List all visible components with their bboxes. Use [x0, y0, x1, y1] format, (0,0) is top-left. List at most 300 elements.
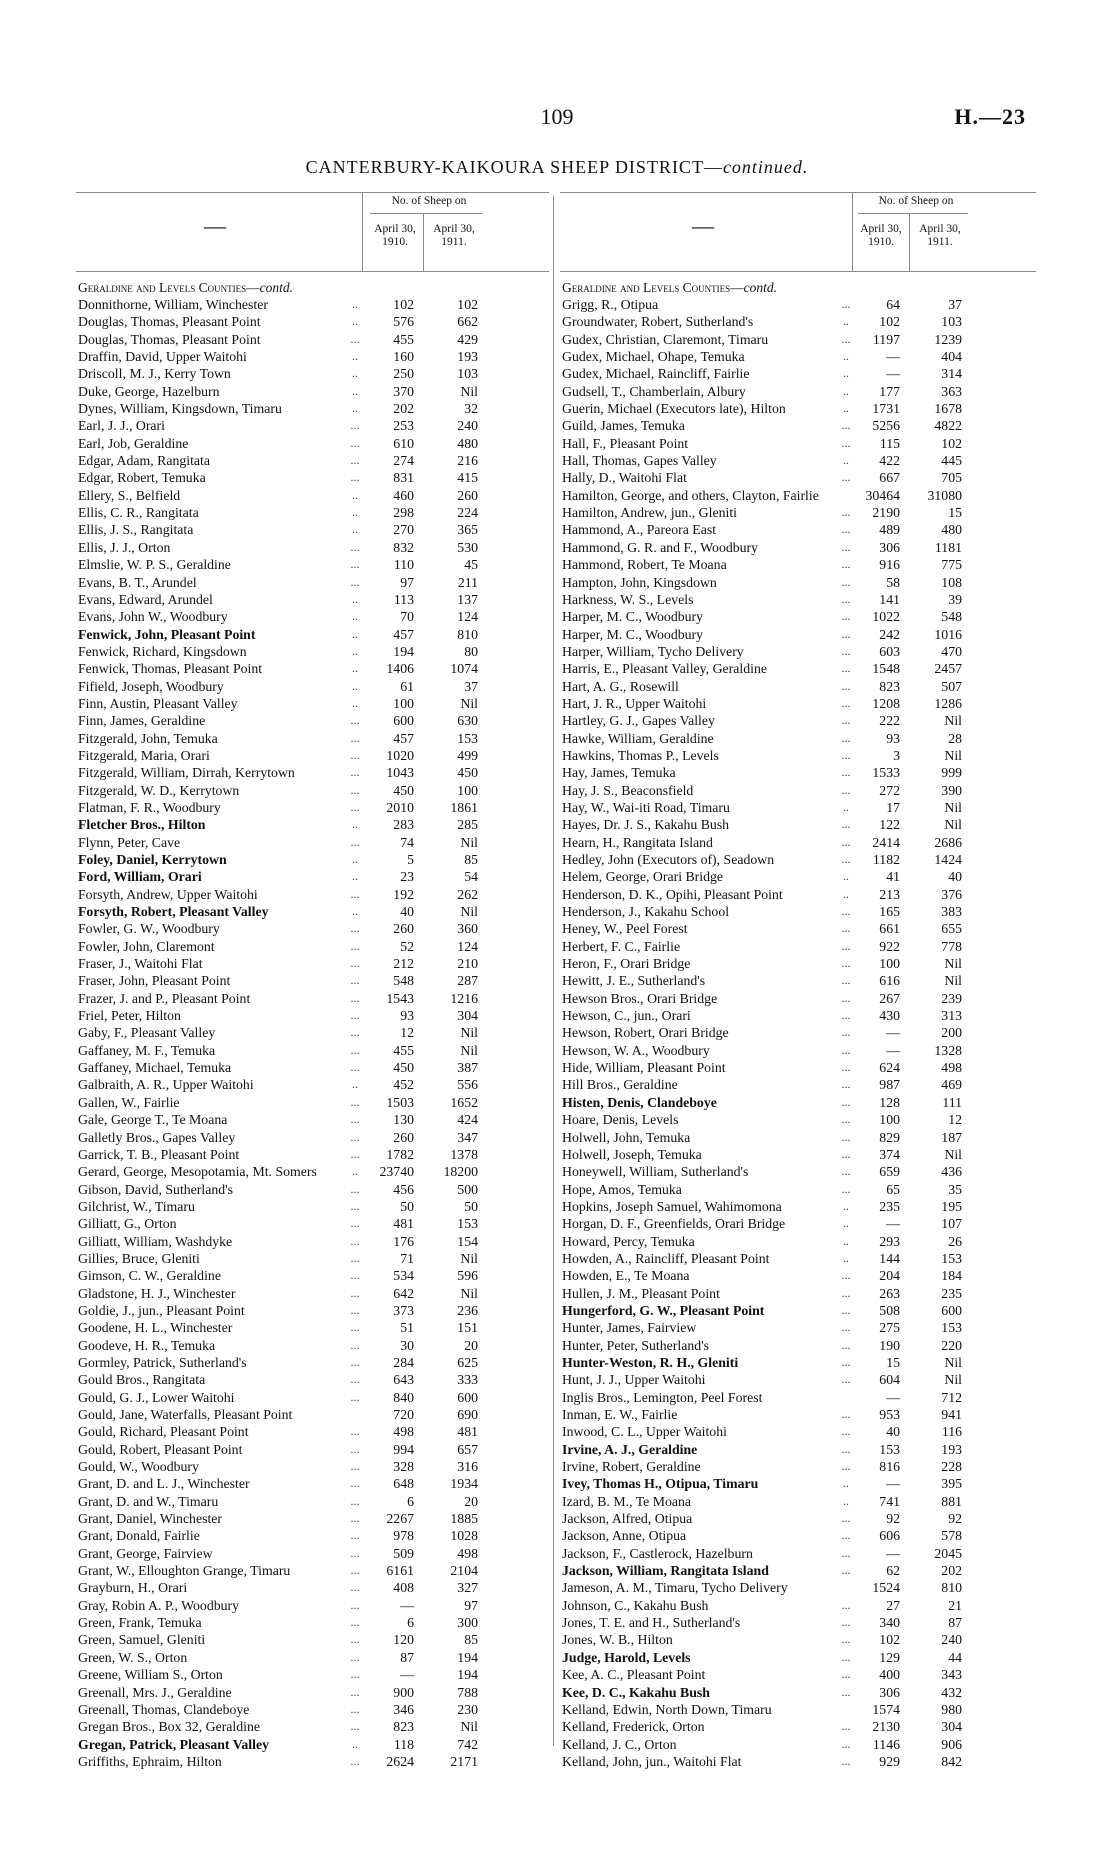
table-row — [76, 1562, 549, 1579]
sheep-count-1910: 1782 — [386, 1146, 414, 1162]
left-header-group-label: No. of Sheep on — [391, 195, 467, 207]
sheep-count-1910: 212 — [393, 956, 414, 972]
leader-dots: ... — [350, 973, 360, 988]
sheep-owner-name: Douglas, Thomas, Pleasant Point — [78, 314, 261, 330]
sheep-owner-name: Groundwater, Robert, Sutherland's — [562, 314, 754, 330]
sheep-owner-name: Gould, G. J., Lower Waitohi — [78, 1389, 235, 1405]
sheep-count-1910: 455 — [393, 331, 414, 347]
sheep-count-1911: 202 — [941, 1563, 962, 1579]
sheep-owner-name: Inglis Bros., Lemington, Peel Forest — [562, 1389, 763, 1405]
leader-dots: ... — [350, 453, 360, 468]
table-row — [76, 1493, 549, 1510]
sheep-count-1911: 1378 — [450, 1146, 478, 1162]
sheep-count-1910: 51 — [400, 1320, 414, 1336]
sheep-count-1910: 176 — [393, 1233, 414, 1249]
sheep-count-1910: 50 — [400, 1198, 414, 1214]
sheep-count-1911: 436 — [941, 1164, 962, 1180]
leader-dots: ... — [841, 1667, 851, 1682]
sheep-owner-name: Kelland, Frederick, Orton — [562, 1719, 705, 1735]
table-row — [76, 521, 549, 538]
sheep-count-1911: 20 — [464, 1337, 478, 1353]
table-row — [76, 487, 549, 504]
sheep-count-1910: 93 — [400, 1008, 414, 1024]
sheep-count-1911: 116 — [941, 1424, 962, 1440]
table-row — [560, 1475, 1036, 1492]
sheep-count-1911: 530 — [457, 539, 478, 555]
sheep-count-1910: 2414 — [872, 834, 900, 850]
table-row — [560, 469, 1036, 486]
sheep-count-1910: 61 — [400, 678, 414, 694]
table-row — [76, 469, 549, 486]
table-row — [76, 1389, 549, 1406]
table-row — [560, 365, 1036, 382]
sheep-count-1910: 71 — [400, 1250, 414, 1266]
leader-dots: ... — [841, 817, 851, 832]
sheep-count-1910: 260 — [393, 921, 414, 937]
sheep-count-1910: — — [886, 1042, 900, 1058]
sheep-owner-name: Herbert, F. C., Fairlie — [562, 938, 681, 954]
leader-dots: .. — [352, 383, 358, 398]
table-row — [76, 556, 549, 573]
table-row — [76, 1059, 549, 1076]
sheep-owner-name: Hall, F., Pleasant Point — [562, 435, 689, 451]
sheep-count-1910: 648 — [393, 1476, 414, 1492]
table-row — [76, 1111, 549, 1128]
leader-dots: .. — [352, 643, 358, 658]
sheep-count-1911: 236 — [457, 1302, 478, 1318]
table-row — [76, 816, 549, 833]
left-header-col1 — [368, 223, 422, 249]
table-row — [560, 1631, 1036, 1648]
table-row — [76, 799, 549, 816]
leader-dots: .. — [352, 401, 358, 416]
sheep-owner-name: Harris, E., Pleasant Valley, Geraldine — [562, 661, 767, 677]
sheep-count-1911: 387 — [457, 1060, 478, 1076]
sheep-count-1910: 129 — [879, 1649, 900, 1665]
sheep-count-1910: 498 — [393, 1424, 414, 1440]
leader-dots: ... — [841, 695, 851, 710]
sheep-count-1911: 153 — [457, 730, 478, 746]
table-row — [76, 313, 549, 330]
table-row — [560, 886, 1036, 903]
sheep-count-1910: 2190 — [872, 505, 900, 521]
sheep-owner-name: Hedley, John (Executors of), Seadown — [562, 852, 775, 867]
sheep-count-1910: 165 — [879, 904, 900, 920]
sheep-owner-name: Grayburn, H., Orari — [78, 1580, 188, 1596]
leader-dots: ... — [350, 1719, 360, 1734]
sheep-owner-name: Duke, George, Hazelburn — [78, 383, 220, 399]
sheep-count-1910: 115 — [879, 435, 900, 451]
sheep-owner-name: Gormley, Patrick, Sutherland's — [78, 1354, 247, 1370]
sheep-count-1910: 534 — [393, 1268, 414, 1284]
sheep-count-1910: 508 — [879, 1302, 900, 1318]
sheep-count-1910: 190 — [879, 1337, 900, 1353]
table-row — [560, 1545, 1036, 1562]
sheep-count-1911: 37 — [948, 297, 962, 312]
table-row — [76, 331, 549, 348]
sheep-count-1911: 432 — [941, 1684, 962, 1700]
sheep-count-1911: 314 — [941, 366, 962, 382]
table-row — [76, 747, 549, 764]
sheep-count-1910: 2624 — [386, 1753, 414, 1769]
table-row — [76, 296, 549, 313]
sheep-count-1910: 27 — [886, 1597, 900, 1613]
sheep-count-1911: 1328 — [934, 1042, 962, 1058]
leader-dots: ... — [350, 1701, 360, 1716]
table-row — [76, 1198, 549, 1215]
sheep-count-1910: 929 — [879, 1753, 900, 1769]
leader-dots: ... — [841, 1060, 851, 1075]
right-header-mid-rule — [909, 213, 910, 271]
table-row — [76, 1510, 549, 1527]
leader-dots: ... — [841, 470, 851, 485]
table-row — [76, 1753, 549, 1770]
leader-dots: ... — [350, 1615, 360, 1630]
sheep-count-1910: 624 — [879, 1060, 900, 1076]
sheep-count-1911: 151 — [457, 1320, 478, 1336]
sheep-owner-name: Flynn, Peter, Cave — [78, 834, 181, 850]
sheep-count-1910: 450 — [393, 1060, 414, 1076]
sheep-count-1911: 2171 — [450, 1753, 478, 1769]
sheep-count-1911: 239 — [941, 990, 962, 1006]
leader-dots: ... — [350, 834, 360, 849]
table-row — [76, 1163, 549, 1180]
sheep-count-1911: 445 — [941, 453, 962, 469]
page-title — [0, 157, 1114, 178]
sheep-owner-name: Ellery, S., Belfield — [78, 487, 181, 503]
sheep-count-1910: 832 — [393, 539, 414, 555]
leader-dots: ... — [841, 1511, 851, 1526]
sheep-owner-name: Gregan, Patrick, Pleasant Valley — [78, 1736, 269, 1752]
sheep-count-1910: 74 — [400, 834, 414, 850]
sheep-count-1910: 6 — [407, 1615, 414, 1631]
sheep-owner-name: Hullen, J. M., Pleasant Point — [562, 1285, 720, 1301]
left-header-dash: — — [204, 213, 226, 238]
sheep-count-1911: 881 — [941, 1493, 962, 1509]
left-section-title: Geraldine and Levels Counties— — [78, 280, 260, 295]
leader-dots: ... — [841, 973, 851, 988]
leader-dots: ... — [841, 1719, 851, 1734]
sheep-count-1911: 600 — [457, 1389, 478, 1405]
sheep-owner-name: Draffin, David, Upper Waitohi — [78, 349, 247, 365]
leader-dots: ... — [350, 1250, 360, 1265]
sheep-count-1911: 481 — [457, 1424, 478, 1440]
sheep-count-1911: 1181 — [934, 539, 962, 555]
sheep-owner-name: Fitzgerald, W. D., Kerrytown — [78, 782, 240, 798]
sheep-count-1911: 980 — [941, 1701, 962, 1717]
sheep-count-1911: 45 — [464, 557, 478, 573]
sheep-count-1910: 457 — [393, 730, 414, 746]
leader-dots: ... — [841, 1753, 851, 1768]
left-header-col1-line1: April 30, — [374, 223, 416, 235]
sheep-count-1911: 39 — [948, 591, 962, 607]
sheep-count-1911: 304 — [457, 1008, 478, 1024]
table-row — [560, 1371, 1036, 1388]
sheep-count-1911: 228 — [941, 1459, 962, 1475]
sheep-count-1911: 810 — [941, 1580, 962, 1596]
sheep-count-1910: 422 — [879, 453, 900, 469]
sheep-count-1910: 30464 — [865, 487, 900, 503]
sheep-count-1910: 374 — [879, 1146, 900, 1162]
sheep-count-1910: 120 — [393, 1632, 414, 1648]
table-row — [76, 955, 549, 972]
sheep-count-1910: 460 — [393, 487, 414, 503]
sheep-count-1910: 2267 — [386, 1511, 414, 1527]
leader-dots: ... — [841, 1320, 851, 1335]
sheep-count-1911: Nil — [944, 817, 962, 833]
sheep-owner-name: Inman, E. W., Fairlie — [562, 1407, 678, 1422]
leader-dots: .. — [352, 678, 358, 693]
table-row — [560, 1094, 1036, 1111]
leader-dots: .. — [352, 1077, 358, 1092]
sheep-owner-name: Elmslie, W. P. S., Geraldine — [78, 557, 231, 573]
sheep-count-1910: 97 — [400, 574, 414, 590]
sheep-owner-name: Holwell, Joseph, Temuka — [562, 1146, 702, 1162]
table-row — [76, 1146, 549, 1163]
table-row — [76, 1250, 549, 1267]
leader-dots: ... — [841, 1736, 851, 1751]
sheep-count-1911: 556 — [457, 1077, 478, 1093]
table-row — [76, 1631, 549, 1648]
sheep-owner-name: Grant, D. and W., Timaru — [78, 1493, 219, 1509]
sheep-count-1911: 1286 — [934, 695, 962, 711]
sheep-owner-name: Hawkins, Thomas P., Levels — [562, 747, 719, 763]
sheep-count-1910: 1524 — [872, 1580, 900, 1596]
sheep-count-1910: 661 — [879, 921, 900, 937]
sheep-count-1910: 610 — [393, 435, 414, 451]
sheep-count-1911: Nil — [460, 904, 478, 920]
leader-dots: ... — [350, 886, 360, 901]
sheep-count-1911: 2104 — [450, 1563, 478, 1579]
left-header-rule — [362, 193, 363, 271]
leader-dots: ... — [350, 1216, 360, 1231]
table-row — [76, 1181, 549, 1198]
sheep-count-1910: 102 — [393, 297, 414, 312]
leader-dots: ... — [350, 1233, 360, 1248]
sheep-count-1911: 383 — [941, 904, 962, 920]
table-row — [76, 990, 549, 1007]
table-row — [76, 920, 549, 937]
sheep-owner-name: Goodeve, H. R., Temuka — [78, 1337, 216, 1353]
right-header-col2 — [912, 223, 968, 249]
sheep-count-1911: 102 — [457, 297, 478, 312]
sheep-owner-name: Izard, B. M., Te Moana — [562, 1493, 692, 1509]
sheep-count-1911: 376 — [941, 886, 962, 902]
table-row — [560, 990, 1036, 1007]
sheep-owner-name: Kelland, Edwin, North Down, Timaru — [562, 1701, 772, 1717]
sheep-owner-name: Fowler, John, Claremont — [78, 938, 215, 954]
sheep-count-1911: 20 — [464, 1493, 478, 1509]
sheep-owner-name: Gould, Robert, Pleasant Point — [78, 1441, 243, 1457]
sheep-count-1911: 300 — [457, 1615, 478, 1631]
table-row — [76, 678, 549, 695]
leader-dots: ... — [350, 1459, 360, 1474]
leader-dots: ... — [841, 1684, 851, 1699]
sheep-owner-name: Jackson, F., Castlerock, Hazelburn — [562, 1545, 753, 1561]
table-row — [76, 730, 549, 747]
sheep-count-1911: 1028 — [450, 1528, 478, 1544]
right-header-rule — [852, 193, 853, 271]
leader-dots: ... — [841, 1459, 851, 1474]
sheep-count-1911: 97 — [464, 1597, 478, 1613]
table-row — [560, 435, 1036, 452]
sheep-count-1911: Nil — [460, 1042, 478, 1058]
sheep-owner-name: Ellis, J. J., Orton — [78, 539, 171, 555]
sheep-count-1911: 1074 — [450, 661, 478, 677]
sheep-owner-name: Helem, George, Orari Bridge — [562, 869, 724, 885]
leader-dots: .. — [843, 1198, 849, 1213]
left-header-col2-line1: April 30, — [433, 223, 475, 235]
sheep-count-1911: 424 — [457, 1112, 478, 1128]
sheep-count-1911: 507 — [941, 678, 962, 694]
leader-dots: ... — [350, 1094, 360, 1109]
table-row — [560, 1406, 1036, 1423]
leader-dots: ... — [841, 1649, 851, 1664]
sheep-owner-name: Harper, M. C., Woodbury — [562, 609, 704, 625]
table-row — [560, 1718, 1036, 1735]
sheep-count-1911: 625 — [457, 1354, 478, 1370]
sheep-count-1910: 457 — [393, 626, 414, 642]
sheep-count-1910: 113 — [393, 591, 414, 607]
table-row — [560, 1458, 1036, 1475]
sheep-count-1911: 87 — [948, 1615, 962, 1631]
sheep-count-1910: 87 — [400, 1649, 414, 1665]
sheep-count-1911: 108 — [941, 574, 962, 590]
sheep-count-1910: 2010 — [386, 799, 414, 815]
sheep-owner-name: Friel, Peter, Hilton — [78, 1008, 181, 1024]
right-column — [560, 192, 1036, 1769]
leader-dots: ... — [350, 782, 360, 797]
sheep-owner-name: Guerin, Michael (Executors late), Hilton — [562, 401, 786, 417]
sheep-owner-name: Holwell, John, Temuka — [562, 1129, 691, 1145]
sheep-count-1910: 23740 — [379, 1164, 414, 1180]
table-row — [76, 1579, 549, 1596]
leader-dots: ... — [841, 1372, 851, 1387]
sheep-count-1911: 655 — [941, 921, 962, 937]
sheep-count-1910: 110 — [393, 557, 414, 573]
table-row — [76, 504, 549, 521]
leader-dots: ... — [841, 1528, 851, 1543]
sheep-owner-name: Gilliatt, G., Orton — [78, 1216, 177, 1232]
sheep-owner-name: Driscoll, M. J., Kerry Town — [78, 366, 231, 382]
leader-dots: .. — [843, 401, 849, 416]
right-header-dash: — — [692, 213, 714, 238]
sheep-count-1910: 275 — [879, 1320, 900, 1336]
leader-dots: ... — [841, 1164, 851, 1179]
sheep-owner-name: Green, W. S., Orton — [78, 1649, 188, 1665]
sheep-count-1911: 480 — [457, 435, 478, 451]
sheep-count-1910: 177 — [879, 383, 900, 399]
sheep-count-1910: 953 — [879, 1407, 900, 1422]
sheep-count-1910: 12 — [400, 1025, 414, 1041]
table-row — [560, 1319, 1036, 1336]
sheep-owner-name: Grant, D. and L. J., Winchester — [78, 1476, 250, 1492]
leader-dots: ... — [841, 730, 851, 745]
sheep-owner-name: Hammond, A., Pareora East — [562, 522, 717, 538]
sheep-count-1911: 429 — [457, 331, 478, 347]
sheep-owner-name: Kelland, John, jun., Waitohi Flat — [562, 1753, 742, 1769]
sheep-owner-name: Evans, Edward, Arundel — [78, 591, 213, 607]
sheep-count-1911: 343 — [941, 1667, 962, 1683]
sheep-owner-name: Jones, W. B., Hilton — [562, 1632, 673, 1648]
leader-dots: ... — [350, 470, 360, 485]
leader-dots: ... — [841, 435, 851, 450]
sheep-count-1911: Nil — [944, 973, 962, 989]
left-section-heading — [78, 280, 293, 296]
sheep-count-1910: 70 — [400, 609, 414, 625]
table-row — [76, 1718, 549, 1735]
sheep-owner-name: Evans, John W., Woodbury — [78, 609, 228, 625]
sheep-count-1911: 153 — [457, 1216, 478, 1232]
sheep-count-1910: 1022 — [872, 609, 900, 625]
sheep-count-1910: 667 — [879, 470, 900, 486]
leader-dots: ... — [350, 1667, 360, 1682]
table-row — [560, 1024, 1036, 1041]
leader-dots: ... — [350, 1025, 360, 1040]
sheep-count-1911: Nil — [944, 1372, 962, 1388]
sheep-count-1911: 327 — [457, 1580, 478, 1596]
table-row — [560, 1267, 1036, 1284]
leader-dots: ... — [841, 574, 851, 589]
leader-dots: ... — [350, 1511, 360, 1526]
table-row — [76, 626, 549, 643]
leader-dots: ... — [841, 626, 851, 641]
table-row — [560, 348, 1036, 365]
sheep-owner-name: Honeywell, William, Sutherland's — [562, 1164, 749, 1180]
table-row — [76, 868, 549, 885]
sheep-owner-name: Fletcher Bros., Hilton — [78, 817, 206, 833]
table-row — [560, 1250, 1036, 1267]
table-row — [76, 886, 549, 903]
sheep-count-1910: 93 — [886, 730, 900, 746]
sheep-count-1910: 408 — [393, 1580, 414, 1596]
sheep-count-1910: 1208 — [872, 695, 900, 711]
sheep-owner-name: Hampton, John, Kingsdown — [562, 574, 717, 590]
sheep-count-1911: 80 — [464, 643, 478, 659]
table-row — [76, 1285, 549, 1302]
table-row — [76, 1042, 549, 1059]
leader-dots: .. — [352, 695, 358, 710]
leader-dots: .. — [352, 349, 358, 364]
table-row — [560, 678, 1036, 695]
sheep-count-1911: 40 — [948, 869, 962, 885]
leader-dots: .. — [352, 314, 358, 329]
leader-dots: ... — [350, 765, 360, 780]
sheep-owner-name: Hay, W., Wai-iti Road, Timaru — [562, 799, 730, 815]
sheep-count-1910: 222 — [879, 713, 900, 729]
sheep-count-1911: 498 — [941, 1060, 962, 1076]
leader-dots: ... — [841, 418, 851, 433]
leader-dots: .. — [843, 869, 849, 884]
sheep-owner-name: Fitzgerald, John, Temuka — [78, 730, 218, 746]
table-row — [560, 383, 1036, 400]
sheep-count-1910: 144 — [879, 1250, 900, 1266]
table-row — [76, 1302, 549, 1319]
page-number: 109 — [540, 104, 574, 129]
table-row — [76, 1684, 549, 1701]
sheep-owner-name: Harkness, W. S., Levels — [562, 591, 694, 607]
sheep-owner-name: Ivey, Thomas H., Otipua, Timaru — [562, 1476, 759, 1492]
sheep-owner-name: Goldie, J., jun., Pleasant Point — [78, 1302, 245, 1318]
table-row — [76, 1406, 549, 1423]
left-column — [76, 192, 549, 1769]
table-row — [560, 1163, 1036, 1180]
table-row — [76, 1354, 549, 1371]
sheep-owner-name: Gudex, Michael, Raincliff, Fairlie — [562, 366, 750, 382]
sheep-owner-name: Gould, Richard, Pleasant Point — [78, 1424, 249, 1440]
sheep-owner-name: Harper, M. C., Woodbury — [562, 626, 704, 642]
table-row — [76, 1597, 549, 1614]
